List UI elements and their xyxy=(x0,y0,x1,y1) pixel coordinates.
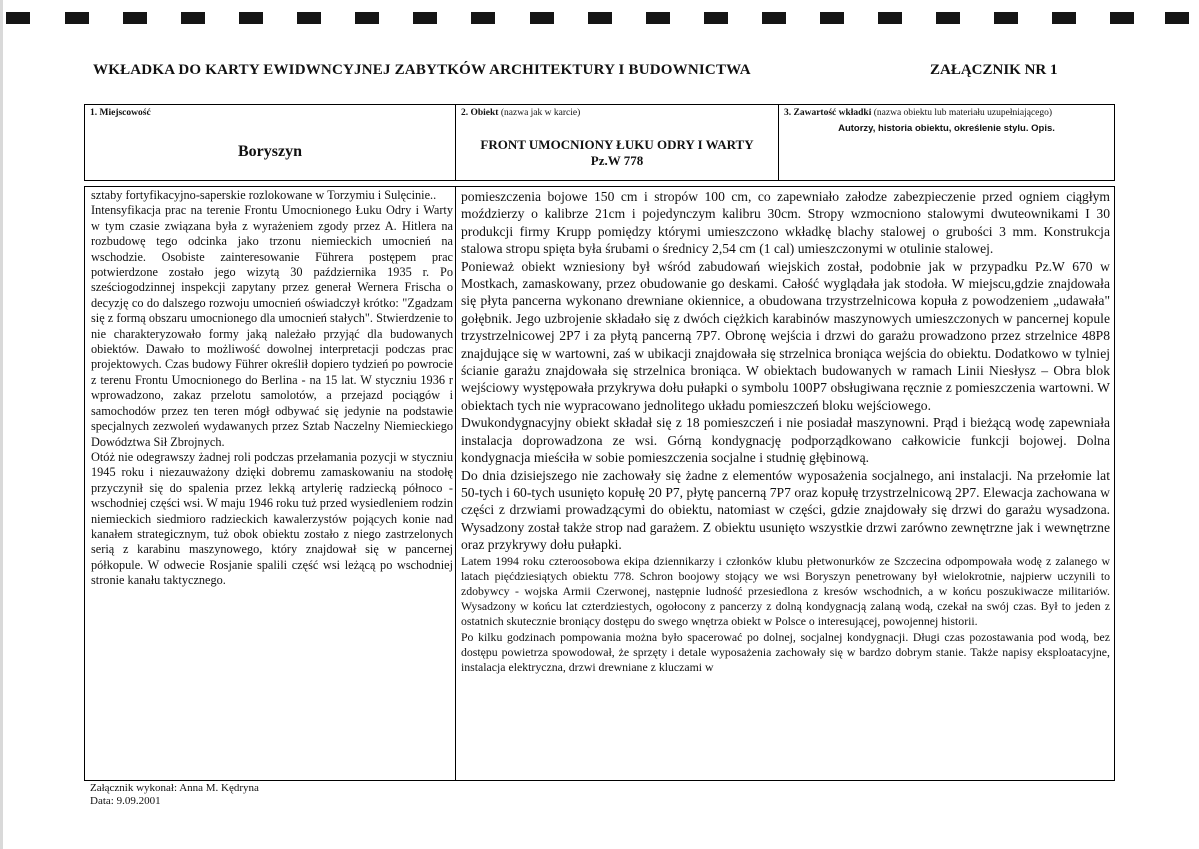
place-label: 1. Miejscowość xyxy=(90,108,151,118)
header-fields-row xyxy=(84,104,1115,181)
right-paragraph: Ponieważ obiekt wzniesiony był wśród zabudowań wiejskich został, podobnie jak w przypadku Pz.W 670 w Mostkach, zamaskowany, przez obudowanie go deskami. Całość wyglądała jak stodoła. W miejscu,gdzie znajdowała się płyta pancerna wykonano drewniane okiennice, a obudowana trzystrzelnicowa kopuła z powodzeniem „udawała" gołębnik. Jego uzbrojenie składało się z dwóch ciężkich karabinów maszynowych umieszczonych w pancernej kopule trzystrzelnicowej 2P7 i za płytą pancerną 7P7. Obronę wejścia i drzwi do garażu prowadzono przez strzelnice 48P8 znajdujące się w wartowni, zaś w ubikacji znajdowała się strzelnica broniąca wejścia do obiektu. Dodatkowo w tylniej ścianie garażu znajdowała się strzelnica broniąca. W obiektach budowanych w ramach Linii Niesłysz – Obra blok wejściowy występowała przykrywa dołu pułapki o symbolu 100P7 obsługiwana ręcznie z pomieszczenia wartowni. W obiektach tych nie wypracowano jednolitego układu pomieszczeń bloku wejściowego. xyxy=(461,258,1110,413)
content-label xyxy=(784,108,1052,118)
punch-hole xyxy=(646,12,670,24)
punch-hole xyxy=(1052,12,1076,24)
document-body xyxy=(84,186,1115,781)
object-label-bold: 2. Obiekt xyxy=(461,108,499,118)
right-paragraph: Po kilku godzinach pompowania można było spacerować po dolnej, socjalnej kondygnacji. Długi czas pozostawania pod wodą, bez dostępu powietrza spowodował, że sprzęty i detale wyposażenia zachowały się w bardzo dobrym stanie. Także napisy eksploatacyjne, instalacja elektryczna, drzwi drewniane z kluczami w xyxy=(461,629,1110,674)
punch-hole xyxy=(820,12,844,24)
object-field xyxy=(456,105,779,180)
annex-number: ZAŁĄCZNIK NR 1 xyxy=(930,62,1058,78)
punch-hole xyxy=(181,12,205,24)
punch-hole xyxy=(588,12,612,24)
punch-hole xyxy=(413,12,437,24)
punch-hole xyxy=(471,12,495,24)
right-paragraph: Do dnia dzisiejszego nie zachowały się żadne z elementów wyposażenia socjalnego, ani instalacji. Na przełomie lat 50-tych i 60-tych usunięto kopułę 20 P7, płytę pancerną 7P7 oraz kopułę trzystrzelnicową 2P7. Elewacja zachowana w części z drzwiami prowadzącymi do obiektu, natomiast w części, gdzie znajdowały się drzwi do garażu wysadzona. Wysadzony został także strop nad garażem. Z obiektu usunięto wszystkie drzwi zarówno zewnętrzne jak i wewnętrzne oraz przykrywy dołu pułapki. xyxy=(461,467,1110,553)
punch-hole xyxy=(1110,12,1134,24)
scan-margin xyxy=(0,0,3,849)
punch-hole xyxy=(65,12,89,24)
left-paragraph: Otóż nie odegrawszy żadnej roli podczas przełamania pozycji w styczniu 1945 roku i niezauważony dzięki dobremu zamaskowaniu na stodołę przyczynił się do spalenia przez lekką artylerię radziecką północo - wschodniej części wsi. W maju 1946 roku tuż przed wysiedleniem rodzin niemieckich siedmioro radzieckich kawalerzystów pojących konie nad kanałem strategicznym, tuż obok obiektu zostało z niego zastrzelonych serią z karabinu maszynowego, który znajdował się w pancernej półkopule. W odwecie Rosjanie spalili część wsi leżącą po wschodniej stronie kanału taktycznego. xyxy=(91,449,453,588)
object-code: Pz.W 778 xyxy=(590,153,644,168)
right-paragraph: Latem 1994 roku czteroosobowa ekipa dziennikarzy i członków klubu płetwonurków ze Szczecina odpompowała wodę z zalanego w latach pięćdziesiątych obiektu 778. Schron boojowy stojący we wsi Boryszyn penetrowany był wielokrotnie, najpierw uczynili to zdobywcy - wojska Armii Czerwonej, następnie ludność przesiedlona z kresów wschodnich, a w końcu poszukiwacze militariów. Wysadzony w końcu lat czterdziestych, ogołocony z pancerzy z dolną kondygnacją zalaną wodą, czekał na swój czas. Był to jeden z ostatnich skutecznie broniący dostępu do swego wnętrza obiekt w Polsce o interesującej, powojennej historii. xyxy=(461,553,1110,629)
punch-hole xyxy=(239,12,263,24)
place-field xyxy=(85,105,456,180)
footer xyxy=(90,782,259,808)
object-label xyxy=(461,108,580,118)
content-field xyxy=(779,105,1114,180)
right-paragraph: Dwukondygnacyjny obiekt składał się z 18 pomieszczeń i nie posiadał maszynowni. Prąd i bieżącą wodę zapewniała instalacja doprowadzona ze wsi. Górną kondygnację podporządkowano całkowicie funkcji bojowej. Dolna kondygnacja mieściła w sobie pomieszczenia socjalne i studnię głębinową. xyxy=(461,415,1110,466)
footer-date: Data: 9.09.2001 xyxy=(90,795,161,807)
object-name: FRONT UMOCNIONY ŁUKU ODRY I WARTY xyxy=(480,137,754,152)
left-paragraph: sztaby fortyfikacyjno-saperskie rozlokowane w Torzymiu i Sulęcinie.. xyxy=(91,188,437,202)
right-paragraph: pomieszczenia bojowe 150 cm i stropów 100 cm, co zapewniało załodze zabezpieczenie przed ogniem ciągłym moździerzy o kalibrze 21cm i pojedynczym kalibru 30cm. Stropy wzmocniono stalowymi dwuteownikami I 30 produkcji firmy Krupp pomiędzy którymi umieszczono wkładkę blachy stalowej o grubości 3 mm. Konstrukcja stalowa stropu spięta była śrubami o średnicy 2,54 cm (1 cal) umieszczonymi w otulinie stalowej. xyxy=(461,189,1110,257)
punch-hole-strip xyxy=(0,12,1199,26)
punch-hole xyxy=(878,12,902,24)
content-value: Autorzy, historia obiektu, określenie stylu. Opis. xyxy=(838,123,1055,134)
content-label-note: (nazwa obiektu lub materiału uzupełniającego) xyxy=(871,108,1053,118)
punch-hole xyxy=(530,12,554,24)
object-label-note: (nazwa jak w karcie) xyxy=(498,108,581,118)
object-value xyxy=(456,137,778,169)
place-value: Boryszyn xyxy=(238,143,302,160)
punch-hole xyxy=(704,12,728,24)
punch-hole xyxy=(1165,12,1189,24)
document-title: WKŁADKA DO KARTY EWIDWNCYJNEJ ZABYTKÓW ARCHITEKTURY I BUDOWNICTWA xyxy=(93,62,751,78)
content-label-bold: 3. Zawartość wkładki xyxy=(784,108,872,118)
left-column xyxy=(85,187,456,780)
right-column xyxy=(456,187,1114,780)
punch-hole xyxy=(936,12,960,24)
left-paragraph: Intensyfikacja prac na terenie Frontu Umocnionego Łuku Odry i Warty w tym czasie związana była z wyrażeniem zgody przez A. Hitlera na rozbudowę tego odcinka jako trzonu niemieckich umocnień na wschodzie. Osobiste zainteresowanie Führera postępem prac potwierdzone zostało jego wizytą 30 października 1935 r. Po sześciogodzinnej inspekcji zapytany przez generał Wernera Frischa o decyzję co do dalszego rozwoju umocnień oświadczył krótko: "Zgadzam się z formą obszaru umocnionego dla umocnień stałych". Stwierdzenie to nie charakteryzowało formy jaką należało przyjąć dla budowanych obiektów. Dawało to możliwość dowolnej interpretacji podczas prac projektowych. Czas budowy Führer określił dopiero tydzień po powrocie z terenu Frontu Umocnionego do Berlina - na 15 lat. W styczniu 1936 r wprowadzono, zakaz przelotu samolotów, a przejazd pociągów i samochodów przez ten teren mógł odbywać się jedynie na podstawie specjalnych zezwoleń wydawanych przez Sztab Naczelny Niemieckiego Dowództwa Sił Zbrojnych. xyxy=(91,203,453,449)
punch-hole xyxy=(123,12,147,24)
punch-hole xyxy=(762,12,786,24)
punch-hole xyxy=(6,12,30,24)
footer-author: Załącznik wykonał: Anna M. Kędryna xyxy=(90,782,259,794)
punch-hole xyxy=(355,12,379,24)
punch-hole xyxy=(994,12,1018,24)
punch-hole xyxy=(297,12,321,24)
